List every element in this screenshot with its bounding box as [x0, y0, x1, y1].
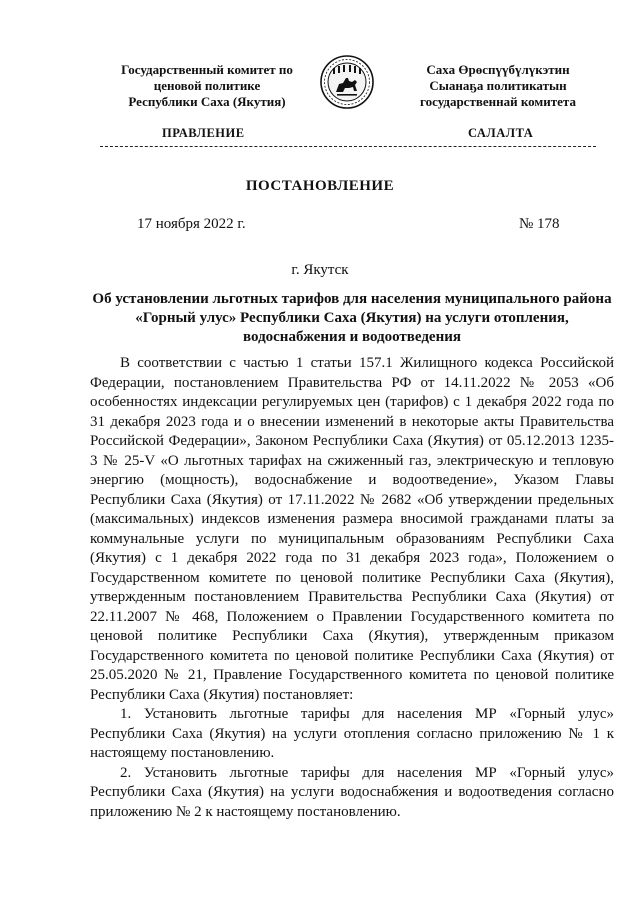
- department-label-russian: ПРАВЛЕНИЕ: [162, 126, 245, 140]
- preamble-paragraph: В соответствии с частью 1 статьи 157.1 Жилищного кодекса Российской Федерации, постановлением Правительства РФ от 14.11.2022 № 2053 «Об особенностях индексации регулируемых цен (тарифов) с 1 декабря 2022 года по 31 декабря 2023 года и о внесении изменений в некоторые акты Правительства Российской Федерации», Законом Республики Саха (Якутия) от 05.12.2013 1235-3 № 25-V «О льготных тарифах на сжиженный газ, электрическую и тепловую энергию (мощность), водоснабжение и водоотведение», Указом Главы Республики Саха (Якутия) от 17.11.2022 № 2682 «Об утверждении предельных (максимальных) индексов изменения размера вносимой гражданами платы за коммунальные услуги по муниципальным образованиям Республики Саха (Якутия) с 1 декабря 2022 года по 31 декабря 2023 года», Положением о Государственном комитете по ценовой политике Республики Саха (Якутия), утвержденным постановлением Правительства Республики Саха (Якутия) от 22.11.2007 № 468, Положением о Правлении Государственного комитета по ценовой политике Республики Саха (Якутия), утвержденным приказом Государственного комитета по ценовой политике Республики Саха (Якутия) от 25.05.2020 № 21, Правление Государственного комитета по ценовой политике Республики Саха (Якутия) постановляет:: [90, 355, 614, 703]
- resolution-item: 1. Установить льготные тарифы для населения МР «Горный улус» Республики Саха (Якутия) на услуги отопления согласно приложению № 1 к настоящему постановлению.: [90, 706, 614, 761]
- document-body: [90, 354, 614, 822]
- document-title: ПОСТАНОВЛЕНИЕ: [245, 178, 395, 194]
- committee-name-russian: [92, 62, 322, 110]
- resolution-item: 2. Установить льготные тарифы для населения МР «Горный улус» Республики Саха (Якутия) на услуги водоснабжения и водоотведения согласно приложению № 2 к настоящему постановлению.: [90, 764, 614, 820]
- committee-name-line: Республики Саха (Якутия): [128, 94, 286, 109]
- sakha-coat-of-arms-icon: [319, 54, 375, 110]
- department-label-sakha: САЛАЛТА: [468, 126, 534, 140]
- header-divider: [100, 146, 596, 147]
- committee-name-sakha: [388, 62, 608, 110]
- committee-name-line: Саха Өрөспүүбүлүкэтин: [426, 62, 570, 77]
- committee-name-line: Государственный комитет по: [121, 62, 293, 77]
- document-city: г. Якутск: [291, 262, 349, 278]
- document-subject: Об установлении льготных тарифов для населения муниципального района «Горный улус» Республики Саха (Якутия) на услуги отопления, водоснабжения и водоотведения: [92, 291, 612, 345]
- committee-name-line: Сыанаҕа политикатын: [429, 78, 567, 93]
- committee-name-line: ценовой политике: [153, 78, 261, 93]
- committee-name-line: государственнай комитета: [420, 94, 576, 109]
- document-date: 17 ноября 2022 г.: [137, 216, 246, 232]
- document-number: № 178: [519, 216, 560, 232]
